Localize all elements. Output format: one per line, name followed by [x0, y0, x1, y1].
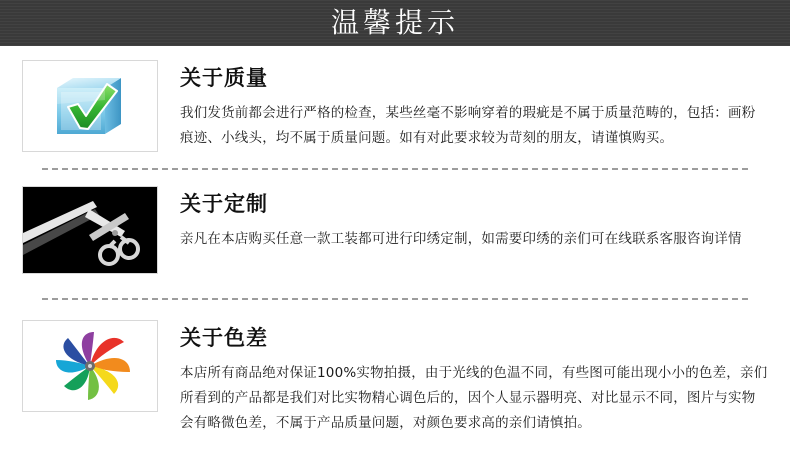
section-customization — [22, 170, 768, 288]
quality-title: 关于质量 — [180, 66, 268, 90]
customization-body: 亲凡在本店购买任意一款工装都可进行印绣定制，如需要印绣的亲们可在线联系客服咨询详情 — [180, 231, 742, 247]
section-color-difference — [22, 300, 768, 446]
color-pinwheel-icon — [23, 321, 157, 411]
customization-texts — [180, 186, 768, 252]
customization-title: 关于定制 — [180, 192, 268, 216]
color-difference-title: 关于色差 — [180, 326, 268, 350]
scissors-icon — [23, 187, 157, 273]
quality-body: 我们发货前都会进行严格的检查，某些丝毫不影响穿着的瑕疵是不属于质量范畴的，包括：画粉痕迹、小线头，均不属于质量问题。如有对此要求较为苛刻的朋友，请谨慎购买。 — [180, 105, 756, 146]
quality-thumbnail — [22, 60, 158, 152]
color-difference-texts — [180, 320, 768, 436]
sections-container — [0, 46, 790, 446]
color-difference-body: 本店所有商品绝对保证100%实物拍摄，由于光线的色温不同，有些图可能出现小小的色差，亲们所看到的产品都是我们对比实物精心调色后的，因个人显示器明亮、对比显示不同，图片与实物会有略微色差，不属于产品质量问题，对颜色要求高的亲们请慎拍。 — [180, 365, 768, 431]
page-title: 温馨提示 — [330, 6, 459, 39]
green-check-box-icon — [23, 61, 157, 151]
section-quality — [22, 46, 768, 162]
page-banner — [0, 0, 790, 46]
quality-texts — [180, 60, 768, 151]
customization-thumbnail — [22, 186, 158, 274]
color-difference-thumbnail — [22, 320, 158, 412]
